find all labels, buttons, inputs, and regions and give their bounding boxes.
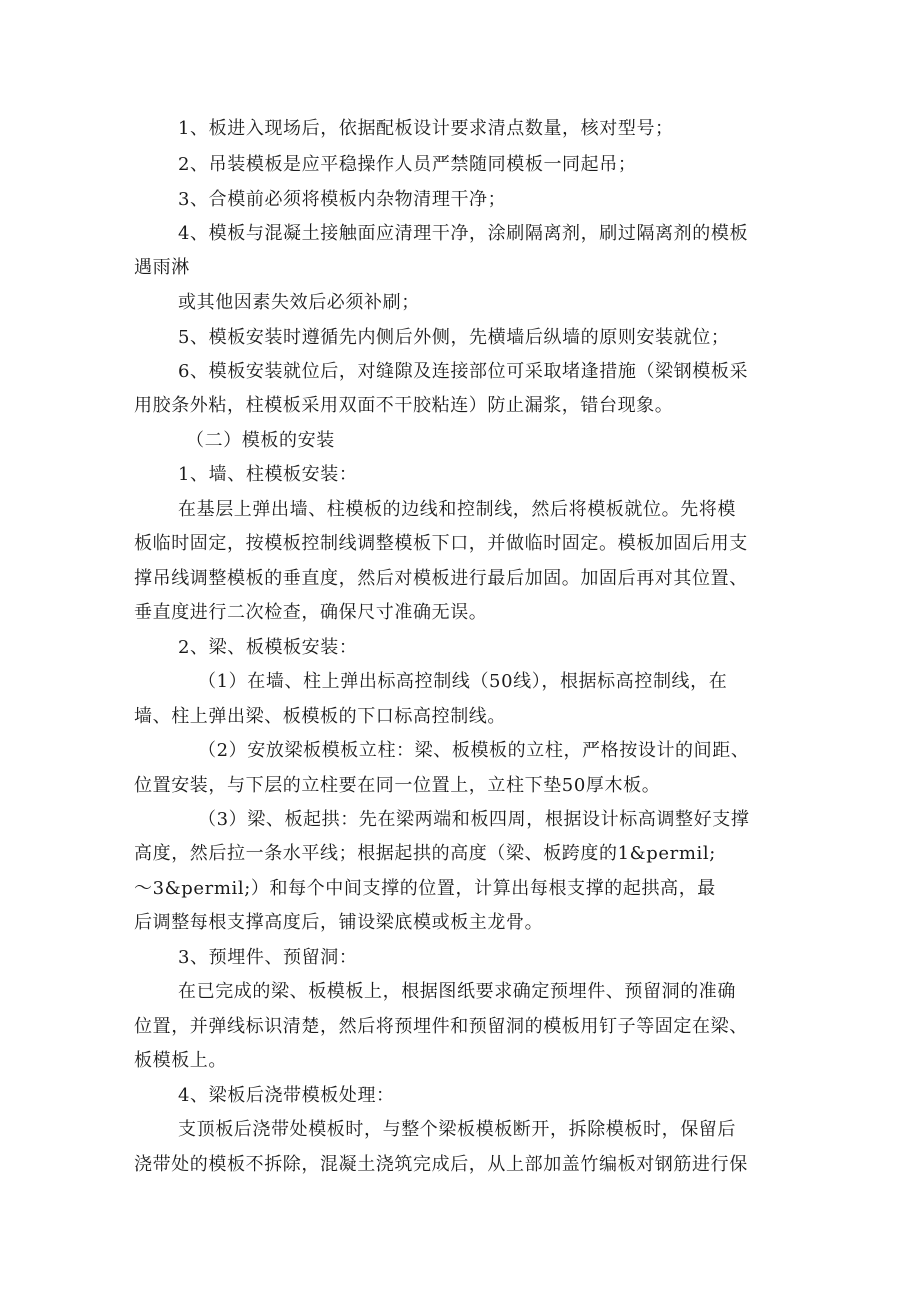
subsection-heading: 1、墙、柱模板安装：: [178, 464, 358, 485]
text-line: 遇雨淋: [134, 257, 190, 278]
subsection-heading: 3、预埋件、预留洞：: [178, 947, 358, 968]
text-line: 撑吊线调整模板的垂直度，然后对模板进行最后加固。加固后再对其位置、: [134, 568, 748, 589]
subsection-heading: 4、梁板后浇带模板处理：: [178, 1085, 395, 1106]
text-line: 用胶条外粘，柱模板采用双面不干胶粘连）防止漏浆，错台现象。: [134, 395, 674, 416]
text-line: 在已完成的梁、板模板上，根据图纸要求确定预埋件、预留洞的准确: [178, 981, 736, 1002]
text-line: 6、模板安装就位后，对缝隙及连接部位可采取堵逢措施（梁钢模板采: [178, 361, 749, 382]
text-line: 垂直度进行二次检查，确保尺寸准确无误。: [134, 602, 488, 623]
text-line: 位置，并弹线标识清楚，然后将预埋件和预留洞的模板用钉子等固定在梁、: [134, 1016, 748, 1037]
text-line: ～3&permil;）和每个中间支撑的位置，计算出每根支撑的起拱高，最: [134, 878, 716, 899]
text-line: 板临时固定，按模板控制线调整模板下口，并做临时固定。模板加固后用支: [134, 533, 748, 554]
text-line: （2）安放梁板模板立柱：梁、板模板的立柱，严格按设计的间距、: [198, 740, 750, 761]
text-line: 2、吊装模板是应平稳操作人员严禁随同模板一同起吊；: [178, 154, 637, 175]
text-line: 支顶板后浇带处模板时，与整个梁板模板断开，拆除模板时，保留后: [178, 1119, 736, 1140]
text-line: 5、模板安装时遵循先内侧后外侧，先横墙后纵墙的原则安装就位；: [178, 327, 730, 348]
text-line: 位置安装，与下层的立柱要在同一位置上，立柱下垫50厚木板。: [134, 775, 661, 796]
text-line: 1、板进入现场后，依据配板设计要求清点数量，核对型号；: [178, 118, 674, 139]
text-line: 高度，然后拉一条水平线；根据起拱的高度（梁、板跨度的1&permil;: [134, 843, 716, 864]
text-line: 3、合模前必须将模板内杂物清理干净；: [178, 189, 507, 210]
section-heading: （二）模板的安装: [186, 430, 335, 451]
text-line: 在基层上弹出墙、柱模板的边线和控制线，然后将模板就位。先将模: [178, 499, 736, 520]
text-line: 后调整每根支撑高度后，铺设梁底模或板主龙骨。: [134, 912, 544, 933]
text-line: 浇带处的模板不拆除，混凝土浇筑完成后，从上部加盖竹编板对钢筋进行保: [134, 1154, 748, 1175]
text-line: 或其他因素失效后必须补刷；: [178, 292, 420, 313]
subsection-heading: 2、梁、板模板安装：: [178, 637, 358, 658]
text-line: 墙、柱上弹出梁、板模板的下口标高控制线。: [134, 706, 506, 727]
text-line: （3）梁、板起拱：先在梁两端和板四周，根据设计标高调整好支撑: [198, 809, 750, 830]
text-line: （1）在墙、柱上弹出标高控制线（50线），根据标高控制线，在: [198, 671, 728, 692]
text-line: 4、模板与混凝土接触面应清理干净，涂刷隔离剂，刷过隔离剂的模板: [178, 223, 749, 244]
text-line: 板模板上。: [134, 1050, 227, 1071]
